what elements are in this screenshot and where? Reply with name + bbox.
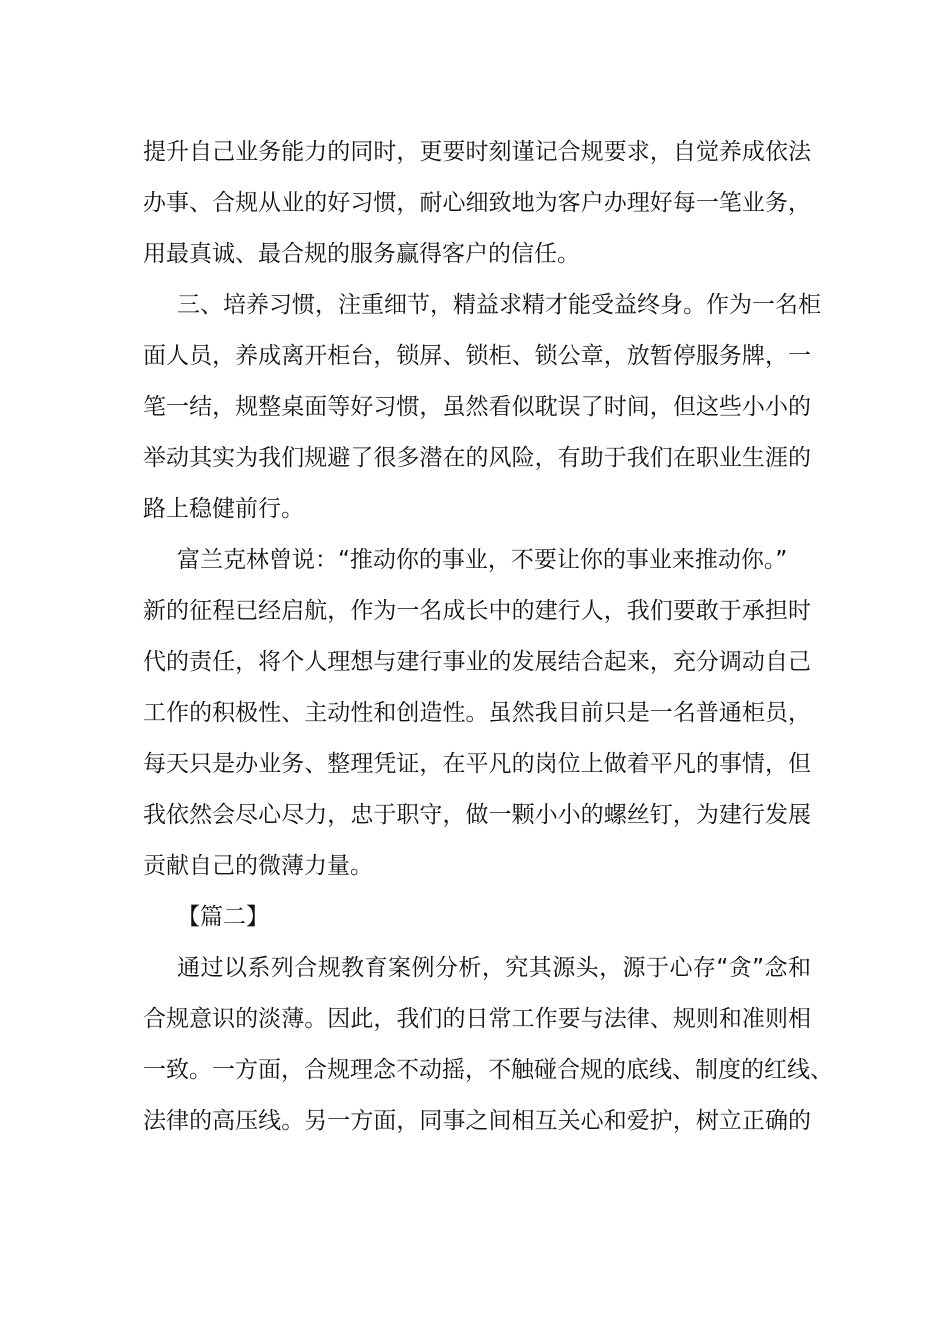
text-line: 工作的积极性、主动性和创造性。虽然我目前只是一名普通柜员，: [143, 700, 811, 726]
text-line: 代的责任，将个人理想与建行事业的发展结合起来，充分调动自己: [143, 649, 811, 675]
text-line: 我依然会尽心尽力，忠于职守，做一颗小小的螺丝钉，为建行发展: [143, 802, 811, 828]
text-line: 新的征程已经启航，作为一名成长中的建行人，我们要敢于承担时: [143, 598, 811, 624]
text-line: 法律的高压线。另一方面，同事之间相互关心和爱护，树立正确的: [143, 1108, 811, 1134]
text-line: 面人员，养成离开柜台，锁屏、锁柜、锁公章，放暂停服务牌，一: [143, 343, 811, 369]
document-page: [143, 127, 833, 1147]
section-heading: 【篇二】: [177, 904, 269, 930]
text-line: 路上稳健前行。: [143, 496, 304, 522]
text-line: 富兰克林曾说：“推动你的事业，不要让你的事业来推动你。”: [177, 547, 788, 573]
text-line: 提升自己业务能力的同时，更要时刻谨记合规要求，自觉养成依法: [143, 139, 811, 165]
text-line: 每天只是办业务、整理凭证，在平凡的岗位上做着平凡的事情，但: [143, 751, 811, 777]
text-line: 通过以系列合规教育案例分析，究其源头，源于心存“贪”念和: [177, 955, 811, 981]
text-line: 用最真诚、最合规的服务赢得客户的信任。: [143, 241, 580, 267]
text-line: 笔一结，规整桌面等好习惯，虽然看似耽误了时间，但这些小小的: [143, 394, 811, 420]
text-line: 三、培养习惯，注重细节，精益求精才能受益终身。作为一名柜: [177, 292, 821, 318]
text-line: 一致。一方面，合规理念不动摇，不触碰合规的底线、制度的红线、: [143, 1057, 833, 1083]
text-line: 办事、合规从业的好习惯，耐心细致地为客户办理好每一笔业务，: [143, 190, 811, 216]
text-line: 合规意识的淡薄。因此，我们的日常工作要与法律、规则和准则相: [143, 1006, 811, 1032]
text-line: 贡献自己的微薄力量。: [143, 853, 373, 879]
text-line: 举动其实为我们规避了很多潜在的风险，有助于我们在职业生涯的: [143, 445, 811, 471]
